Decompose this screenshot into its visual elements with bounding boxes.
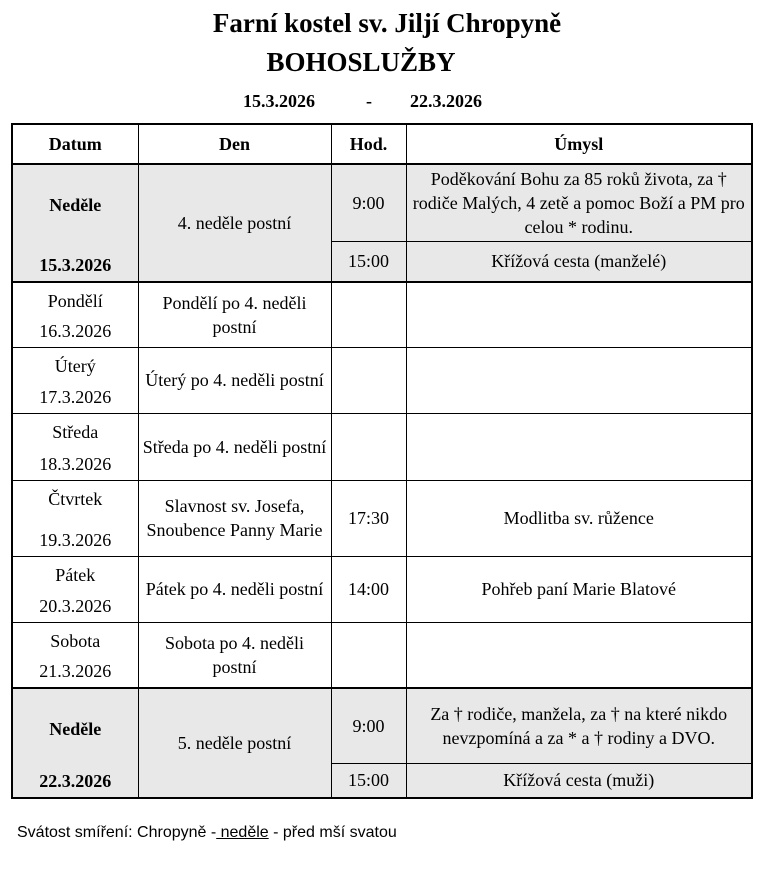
weekday-date: 17.3.2026 <box>39 386 112 407</box>
table-row-sunday-2 <box>12 688 752 763</box>
sunday-1-time-1: 9:00 <box>331 164 406 241</box>
weekday-date-cell <box>12 480 138 556</box>
weekday-date: 18.3.2026 <box>39 453 112 474</box>
weekday-time <box>331 347 406 413</box>
weekday-time <box>331 282 406 347</box>
sunday-2-name: 5. neděle postní <box>138 688 331 798</box>
weekday-intent: Pohřeb paní Marie Blatové <box>406 556 752 622</box>
weekday-date: 16.3.2026 <box>39 320 112 341</box>
table-row-sunday-1 <box>12 164 752 241</box>
weekday-date-cell <box>12 622 138 688</box>
weekday-name: Pátek po 4. neděli postní <box>138 556 331 622</box>
sunday-2-time-2: 15:00 <box>331 763 406 798</box>
weekday-intent: Modlitba sv. růžence <box>406 480 752 556</box>
sunday-2-intent-1: Za † rodiče, manžela, za † na které nikdo nevzpomíná a za * a † rodiny a DVO. <box>406 688 752 763</box>
footer-note <box>17 824 397 842</box>
sunday-2-date: 22.3.2026 <box>39 771 112 791</box>
weekday-name: Slavnost sv. Josefa, Snoubence Panny Marie <box>138 480 331 556</box>
footer-prefix: Svátost smíření: Chropyně - <box>17 824 217 841</box>
page-title: Farní kostel sv. Jiljí Chropyně <box>212 8 562 38</box>
weekday-day: Čtvrtek <box>48 488 103 509</box>
sunday-1-intent-2: Křížová cesta (manželé) <box>406 241 752 282</box>
column-header-den: Den <box>138 124 331 164</box>
weekday-day: Úterý <box>54 355 96 376</box>
sunday-2-intent-2: Křížová cesta (muži) <box>406 763 752 798</box>
weekday-time: 17:30 <box>331 480 406 556</box>
weekday-date-cell <box>12 556 138 622</box>
weekday-time: 14:00 <box>331 556 406 622</box>
weekday-day: Středa <box>52 421 99 442</box>
weekday-intent <box>406 413 752 480</box>
weekday-date: 19.3.2026 <box>39 529 112 550</box>
weekday-date: 21.3.2026 <box>39 661 112 681</box>
date-range <box>0 91 762 113</box>
weekday-day: Pátek <box>55 564 96 585</box>
sunday-1-name: 4. neděle postní <box>138 164 331 282</box>
date-separator: - <box>366 91 372 111</box>
table-row <box>12 413 752 480</box>
footer-underlined: neděle <box>216 824 269 841</box>
weekday-intent <box>406 622 752 688</box>
weekday-time <box>331 622 406 688</box>
sunday-1-date-cell <box>12 164 138 282</box>
column-header-umysl: Úmysl <box>406 124 752 164</box>
table-row <box>12 556 752 622</box>
weekday-date: 20.3.2026 <box>39 595 112 616</box>
weekday-name: Sobota po 4. neděli postní <box>138 622 331 688</box>
weekday-name: Středa po 4. neděli postní <box>138 413 331 480</box>
sunday-2-time-1: 9:00 <box>331 688 406 763</box>
table-row <box>12 480 752 556</box>
sunday-2-date-cell <box>12 688 138 798</box>
column-header-datum: Datum <box>12 124 138 164</box>
schedule-table <box>11 123 753 799</box>
table-row <box>12 622 752 688</box>
weekday-name: Pondělí po 4. neděli postní <box>138 282 331 347</box>
weekday-time <box>331 413 406 480</box>
weekday-name: Úterý po 4. neděli postní <box>138 347 331 413</box>
weekday-day: Pondělí <box>47 291 103 311</box>
date-from: 15.3.2026 <box>243 91 315 111</box>
weekday-intent <box>406 282 752 347</box>
sunday-1-intent-1: Poděkování Bohu za 85 roků života, za † rodiče Malých, 4 zetě a pomoc Boží a PM pro celou * rodinu. <box>406 164 752 241</box>
weekday-date-cell <box>12 347 138 413</box>
weekday-date-cell <box>12 413 138 480</box>
column-header-hod: Hod. <box>331 124 406 164</box>
page-subtitle: BOHOSLUŽBY <box>266 47 456 77</box>
table-row <box>12 347 752 413</box>
sunday-2-day: Neděle <box>49 719 102 739</box>
header-row <box>12 124 752 164</box>
footer-suffix: - před mší svatou <box>268 824 397 841</box>
table-row <box>12 282 752 347</box>
sunday-1-time-2: 15:00 <box>331 241 406 282</box>
weekday-intent <box>406 347 752 413</box>
sunday-1-day: Neděle <box>49 195 102 215</box>
weekday-day: Sobota <box>50 630 101 651</box>
weekday-date-cell <box>12 282 138 347</box>
sunday-1-date: 15.3.2026 <box>39 255 112 275</box>
date-to: 22.3.2026 <box>410 91 482 111</box>
